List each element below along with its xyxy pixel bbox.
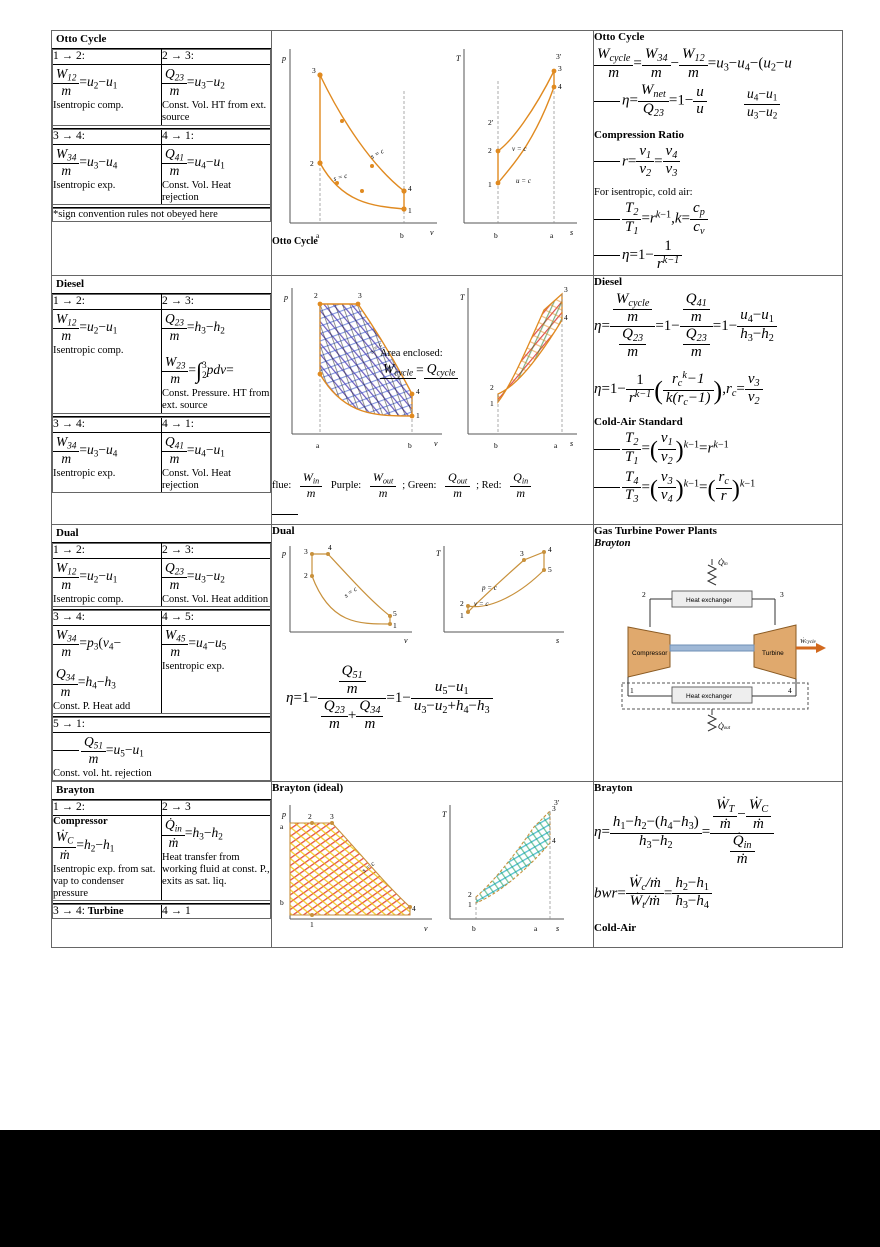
svg-text:2: 2 xyxy=(460,598,464,608)
brayton-schematic xyxy=(594,551,842,736)
svg-text:1: 1 xyxy=(310,920,314,930)
brayton-process-2-3 xyxy=(162,801,271,901)
svg-text:Heat exchanger: Heat exchanger xyxy=(686,596,732,604)
area-enclosed-label: Area enclosed: xyxy=(380,347,443,359)
svg-text:u = c: u = c xyxy=(516,177,531,185)
diesel-title: Diesel xyxy=(56,277,85,290)
process-note: Const. Pressure. HT from ext. source xyxy=(162,388,270,412)
svg-text:a: a xyxy=(550,231,554,240)
equation-q23: $\frac{Q_{23}}{m}$ $=u_3-u_2$ xyxy=(162,67,270,98)
svg-text:1: 1 xyxy=(630,685,634,695)
brayton-diagram-title: Brayton (ideal) xyxy=(272,782,344,795)
row-brayton xyxy=(52,782,843,948)
equation-eta-detail: $\frac{u_4-u_1}{u_3-u_2}$ xyxy=(744,87,842,120)
equation-w12: $\frac{W_{12}}{m}$ $=u_2-u_1$ xyxy=(53,67,161,98)
svg-text:b: b xyxy=(494,231,498,240)
process-note: Const. Vol. HT from ext. source xyxy=(162,100,267,124)
svg-text:3: 3 xyxy=(304,546,308,556)
svg-text:b: b xyxy=(408,440,412,450)
equation-q41: $\frac{Q_{41}}{m}$ $=u_4-u_1$ xyxy=(162,435,270,466)
otto-diagram-caption: Otto Cycle xyxy=(272,236,318,247)
svg-text:5: 5 xyxy=(393,608,397,618)
brayton-title: Brayton xyxy=(56,784,95,797)
svg-text:4: 4 xyxy=(412,904,416,914)
svg-text:Q̇in: Q̇in xyxy=(718,557,728,567)
brayton-process-4-1 xyxy=(162,904,271,918)
process-label: 4 → 1: xyxy=(162,129,194,142)
svg-text:4: 4 xyxy=(328,542,332,552)
svg-text:T: T xyxy=(436,548,441,558)
process-note: Const. Vol. Heat rejection xyxy=(162,467,232,491)
diesel-process-1-2 xyxy=(53,294,162,413)
equation-diesel-eta: η= $\frac{\frac{W_{cycle}}{m}}{\frac{Q_{23}}{m}}$ =1− $\frac{\frac{Q_{41}}{m}}{\frac{Q_{23}}{m}}$ =1− $\frac{u_4-u_1}{h_3-h_2}$ xyxy=(594,292,842,362)
otto-left-cell xyxy=(52,31,272,276)
svg-text:s = c: s = c xyxy=(360,859,377,875)
isentropic-label: For isentropic, cold air: xyxy=(594,186,693,198)
diesel-legend: flue: $\frac{W_{in}}{m}$ Purple: $\frac{W_{out}}{m}$ ; Green: $\frac{Q_{out}}{m}$ ; Red: $\frac{Q_{in}}{m}$ xyxy=(272,471,593,499)
svg-text:b: b xyxy=(400,231,404,240)
equation-T4T3: $\frac{T_4}{T_3}$ =( $\frac{v_3}{v_4}$ )$^{k-1}$=( $\frac{r_c}{r}$ )$^{k-1}$ xyxy=(594,470,842,506)
process-label: 3 → 4: xyxy=(53,129,85,142)
row-diesel xyxy=(52,275,843,524)
row-otto xyxy=(52,31,843,276)
svg-text:4: 4 xyxy=(788,685,792,695)
brayton-left-cell xyxy=(52,782,272,948)
equation-brayton-eta: η= $\frac{h_1-h_2-(h_4-h_3)}{h_3-h_2}$ = $\frac{Ẇ_T}{\text{ṁ}}$ − $\frac{Ẇ_C}{\text{ṁ}}$ $\frac{Q̇_{in}}{\text{ṁ}}$ xyxy=(594,798,842,868)
svg-text:4: 4 xyxy=(548,544,552,554)
svg-text:s = c: s = c xyxy=(342,584,359,600)
brayton-right-cell xyxy=(594,782,843,948)
svg-text:v: v xyxy=(404,635,408,645)
svg-text:b: b xyxy=(472,924,476,934)
equation-w12: $\frac{W_{12}}{m}$ $=u_2-u_1$ xyxy=(53,561,161,592)
diesel-process-grid xyxy=(52,294,271,493)
svg-text:p = c: p = c xyxy=(482,583,497,592)
dual-diagram-title: Dual xyxy=(272,524,295,537)
dual-pv-Ts-diagrams xyxy=(272,540,593,650)
svg-text:p: p xyxy=(282,810,286,820)
equation-wc: $\frac{Ẇ_C}{\text{ṁ}}$ $=h_2-h_1$ xyxy=(53,830,161,861)
equation-eta: η= $\frac{W_{net}}{Q_{23}}$ =1− $\frac{u}{u}$ xyxy=(594,83,842,119)
diesel-process-2-3 xyxy=(162,294,271,413)
svg-text:v = c: v = c xyxy=(474,599,489,608)
otto-right-title: Otto Cycle xyxy=(594,31,645,43)
process-sublabel: Turbine xyxy=(87,905,124,917)
svg-text:Ẇcycle: Ẇcycle xyxy=(800,637,816,645)
process-label: 1 → 2: xyxy=(53,801,85,814)
point-1: 1 xyxy=(488,180,492,189)
svg-text:v: v xyxy=(424,924,428,934)
otto-process-2-3 xyxy=(162,50,271,126)
process-note: Isentropic exp. from sat. vap to condenser pressure xyxy=(53,863,156,899)
svg-text:3: 3 xyxy=(564,284,568,294)
brayton-subtitle: Brayton xyxy=(594,536,631,549)
diesel-left-cell xyxy=(52,275,272,524)
svg-text:a: a xyxy=(280,822,284,832)
svg-text:2: 2 xyxy=(304,570,308,580)
dual-process-1-2 xyxy=(53,543,162,606)
process-label: 1 → 2: xyxy=(53,543,85,556)
point-2: 2 xyxy=(488,146,492,155)
legend-purple: Purple: xyxy=(330,480,362,492)
svg-text:p: p xyxy=(284,292,288,302)
process-note: Const. Vol. Heat rejection xyxy=(162,179,232,203)
process-label: 2 → 3: xyxy=(162,543,194,556)
equation-w23: $\frac{W_{23}}{m}$ =∫ 3 2 pdv= xyxy=(162,355,270,386)
brayton-process-1-2 xyxy=(53,801,162,901)
axis-label-T: T xyxy=(456,54,461,63)
svg-text:s = c: s = c xyxy=(368,340,385,356)
area-enclosed-block xyxy=(380,348,593,380)
footer-black-bar xyxy=(0,1130,880,1247)
svg-text:2: 2 xyxy=(308,812,312,822)
equation-T2T1: $\frac{T_2}{T_1}$ =( $\frac{v_1}{v_2}$ )$^{k-1}=r^{k-1}$ xyxy=(594,431,842,467)
svg-text:s = c: s = c xyxy=(369,147,386,161)
process-sublabel: Compressor xyxy=(53,816,108,828)
process-note: Isentropic comp. xyxy=(53,345,124,357)
svg-text:1: 1 xyxy=(416,410,420,420)
gas-turbine-cell xyxy=(594,524,843,782)
equation-w34: $\frac{W_{34}}{m}$ $=u_3-u_4$ xyxy=(53,435,161,466)
cold-air-label: Cold-Air xyxy=(594,922,637,935)
dual-process-4-5 xyxy=(162,611,271,714)
process-label: 5 → 1: xyxy=(53,717,85,730)
process-note: Const. vol. ht. rejection xyxy=(53,768,152,780)
equation-q23: $\frac{Q_{23}}{m}$ $=u_3-u_2$ xyxy=(162,561,270,592)
otto-process-3-4 xyxy=(53,129,162,205)
brayton-pv-Ts-diagrams xyxy=(272,797,593,947)
svg-text:2: 2 xyxy=(468,890,472,900)
process-note: Isentropic exp. xyxy=(53,179,116,191)
svg-text:3': 3' xyxy=(554,798,560,808)
legend-red: Red: xyxy=(481,480,502,492)
equation-w34: $\frac{W_{34}}{m}$ $=p_3(v_4-$ xyxy=(53,628,161,659)
process-note: Isentropic exp. xyxy=(53,467,116,479)
svg-text:b: b xyxy=(494,440,498,450)
otto-diagram-cell xyxy=(272,31,594,276)
equation-q34: $\frac{Q_{34}}{m}$ $=h_4-h_3$ xyxy=(53,667,161,698)
process-note: Isentropic comp. xyxy=(53,594,124,606)
process-label: 3 → 4: xyxy=(53,611,85,624)
axis-label-s: s xyxy=(570,228,574,237)
equation-bwr: bwr= $\frac{Ẇ_c/ṁ}{Ẇ_t/ṁ}$ = $\frac{h_2-h_1}{h_3-h_4}$ xyxy=(594,876,842,912)
process-label: 4 → 1: xyxy=(162,417,194,430)
axis-label-p: p xyxy=(282,54,286,63)
process-note: Isentropic comp. xyxy=(53,100,124,112)
svg-text:T: T xyxy=(442,810,447,820)
equation-dual-eta: η=1− $\frac{Q_{51}}{m}$ $\frac{Q_{23}}{m}$ + $\frac{Q_{34}}{m}$ =1− $\frac{u_5-u_1}{u_3-u_2+h_4-h_3}$ xyxy=(286,664,593,734)
process-label: 3 → 4: xyxy=(53,417,85,430)
svg-text:s: s xyxy=(556,635,560,645)
otto-process-1-2 xyxy=(53,50,162,126)
otto-title: Otto Cycle xyxy=(56,33,107,45)
otto-right-cell xyxy=(594,31,843,276)
process-label: 1 → 2: xyxy=(53,50,85,62)
equation-w34: $\frac{W_{34}}{m}$ $=u_3-u_4$ xyxy=(53,147,161,178)
process-note: Isentropic exp. xyxy=(162,661,225,673)
legend-green: Green: xyxy=(407,480,437,492)
point-4: 4 xyxy=(408,184,412,193)
dual-process-3-4 xyxy=(53,611,162,714)
equation-q51: $\frac{Q_{51}}{m}$ $=u_5-u_1$ xyxy=(53,735,270,766)
process-label: 3 → 4: xyxy=(53,904,85,917)
svg-text:3: 3 xyxy=(358,290,362,300)
equation-eta-coldair: η=1− $\frac{1}{r^{k-1}}$ xyxy=(594,239,842,273)
equation-w45: $\frac{W_{45}}{m}$ $=u_4-u_5$ xyxy=(162,628,270,659)
point-2: 2 xyxy=(310,159,314,168)
gas-turbine-title: Gas Turbine Power Plants xyxy=(594,524,717,537)
dual-process-grid xyxy=(52,543,271,782)
svg-text:a: a xyxy=(316,440,320,450)
svg-text:2: 2 xyxy=(314,290,318,300)
brayton-right-title: Brayton xyxy=(594,782,633,795)
process-label: 4 → 5: xyxy=(162,611,194,624)
svg-text:1: 1 xyxy=(468,900,472,910)
dual-left-cell xyxy=(52,524,272,782)
diesel-process-3-4 xyxy=(53,417,162,493)
svg-text:4: 4 xyxy=(564,312,568,322)
svg-text:1: 1 xyxy=(393,620,397,630)
diesel-process-4-1 xyxy=(162,417,271,493)
point-3p: 3' xyxy=(556,52,562,61)
svg-text:s: s xyxy=(556,924,560,934)
process-label: 2 → 3: xyxy=(162,50,194,62)
svg-text:a: a xyxy=(534,924,538,934)
equation-area-enclosed: $W_{cycle}$ = $Q_{cycle}$ xyxy=(380,362,593,380)
dual-process-5-1 xyxy=(53,717,271,780)
dual-title: Dual xyxy=(56,526,79,539)
flue-label: flue: xyxy=(272,480,292,492)
point-4: 4 xyxy=(558,82,562,91)
svg-text:Q̇out: Q̇out xyxy=(718,721,731,731)
brayton-process-grid xyxy=(52,800,271,919)
svg-text:5: 5 xyxy=(548,564,552,574)
equation-q23: $\frac{Q_{23}}{m}$ $=h_3-h_2$ xyxy=(162,312,270,343)
row-dual xyxy=(52,524,843,782)
svg-text:3: 3 xyxy=(780,589,784,599)
svg-text:Turbine: Turbine xyxy=(762,649,784,657)
otto-process-grid xyxy=(52,49,271,222)
process-label: 2 → 3: xyxy=(162,294,194,307)
svg-text:1: 1 xyxy=(460,610,464,620)
point-2p: 2' xyxy=(488,118,494,127)
equation-compression-ratio: r= $\frac{v_1}{v_2}$ = $\frac{v_4}{v_3}$ xyxy=(594,144,842,180)
svg-text:3: 3 xyxy=(520,548,524,558)
equation-q41: $\frac{Q_{41}}{m}$ $=u_4-u_1$ xyxy=(162,147,270,178)
dual-diagram-cell xyxy=(272,524,594,782)
otto-pv-Ts-diagrams xyxy=(272,31,593,246)
diesel-right-cell xyxy=(594,275,843,524)
dual-process-2-3 xyxy=(162,543,271,606)
equation-diesel-eta-coldair: η=1− $\frac{1}{r^{k-1}}$ ( $\frac{r_c^k-1}{k(r_c-1)}$ )$,r_c=$ $\frac{v_3}{v_2}$ xyxy=(594,371,842,408)
svg-text:a: a xyxy=(316,231,320,240)
svg-text:Compressor: Compressor xyxy=(632,649,668,657)
svg-text:4: 4 xyxy=(552,836,556,846)
svg-text:v = c: v = c xyxy=(512,145,527,153)
brayton-process-3-4 xyxy=(53,904,162,918)
equation-temp-ratio: $\frac{T_2}{T_1}$ $=r^{k-1},k=$ $\frac{c_p}{c_v}$ xyxy=(594,201,842,237)
process-label: 2 → 3 xyxy=(162,801,191,814)
axis-label-v: v xyxy=(430,228,434,237)
svg-text:b: b xyxy=(280,898,284,908)
svg-text:a: a xyxy=(554,440,558,450)
process-note: Heat transfer from working fluid at const. P., exits as sat. liq. xyxy=(162,851,270,887)
compression-ratio-label: Compression Ratio xyxy=(594,128,684,141)
process-note: Const. Vol. Heat addition xyxy=(162,594,269,606)
svg-text:Heat exchanger: Heat exchanger xyxy=(686,692,732,700)
process-label: 4 → 1 xyxy=(162,904,191,917)
svg-text:3: 3 xyxy=(552,804,556,814)
diesel-diagram-cell xyxy=(272,275,594,524)
equation-wcycle: $\frac{W_{cycle}}{m}$ = $\frac{W_{34}}{m}$ − $\frac{W_{12}}{m}$ $=u_3-u_4-(u_2-u$ xyxy=(594,47,842,81)
process-label: 1 → 2: xyxy=(53,294,85,307)
svg-text:4: 4 xyxy=(416,386,420,396)
svg-text:3: 3 xyxy=(330,812,334,822)
formula-sheet-table xyxy=(51,30,843,948)
cold-air-standard-label: Cold-Air Standard xyxy=(594,416,683,429)
point-1: 1 xyxy=(408,206,412,215)
point-3: 3 xyxy=(312,66,316,75)
svg-text:T: T xyxy=(460,292,465,302)
svg-text:v: v xyxy=(434,438,438,448)
process-note: Const. P. Heat add xyxy=(53,700,131,712)
svg-text:2: 2 xyxy=(490,382,494,392)
equation-w12: $\frac{W_{12}}{m}$ $=u_2-u_1$ xyxy=(53,312,161,343)
svg-text:1: 1 xyxy=(490,398,494,408)
otto-process-4-1 xyxy=(162,129,271,205)
svg-text:2: 2 xyxy=(642,589,646,599)
brayton-diagram-cell xyxy=(272,782,594,948)
svg-text:p: p xyxy=(282,548,286,558)
svg-text:s = c: s = c xyxy=(332,171,349,183)
diesel-right-title: Diesel xyxy=(594,275,623,288)
equation-qin: $\frac{Q̇_{in}}{\text{ṁ}}$ $=h_3-h_2$ xyxy=(162,818,270,849)
otto-footnote: *sign convention rules not obeyed here xyxy=(53,209,218,220)
point-3: 3 xyxy=(558,64,562,73)
svg-text:s: s xyxy=(570,438,574,448)
